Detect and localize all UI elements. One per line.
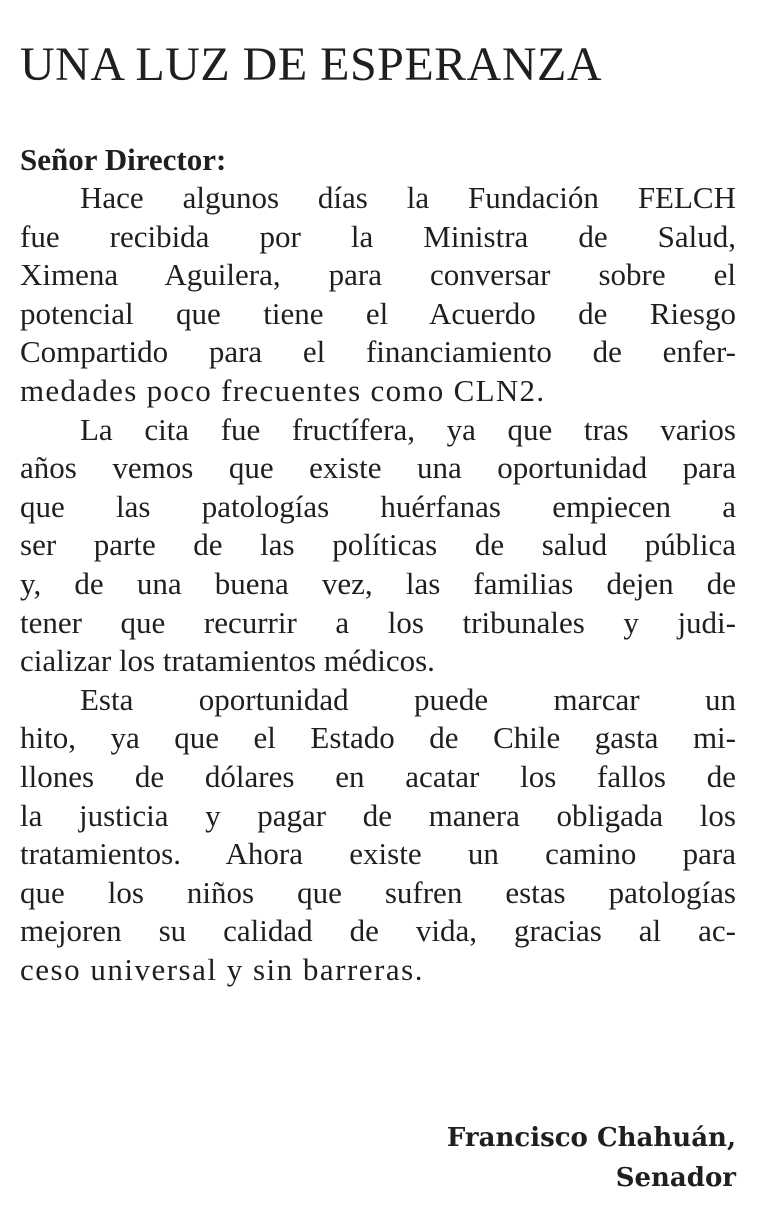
paragraph-3 bbox=[20, 681, 736, 990]
text-line: Compartido para el financiamiento de enfer- bbox=[20, 334, 736, 370]
text-line: medades poco frecuentes como CLN2. bbox=[20, 372, 546, 408]
text-line: que los niños que sufren estas patologías bbox=[20, 874, 736, 910]
salutation: Señor Director: bbox=[20, 142, 227, 177]
text-line: mejoren su calidad de vida, gracias al ac- bbox=[20, 913, 736, 949]
text-line: cializar los tratamientos médicos. bbox=[20, 643, 435, 679]
signature-name: Francisco Chahuán, bbox=[446, 1123, 736, 1153]
text-line: años vemos que existe una oportunidad para bbox=[20, 450, 736, 486]
text-line: la justicia y pagar de manera obligada los bbox=[20, 797, 736, 833]
text-line: fue recibida por la Ministra de Salud, bbox=[20, 218, 736, 254]
text-line: ser parte de las políticas de salud pública bbox=[20, 527, 736, 563]
paragraph-1 bbox=[20, 179, 736, 411]
signature-title: Senador bbox=[615, 1163, 736, 1193]
text-line: Esta oportunidad puede marcar un bbox=[80, 681, 736, 717]
text-line: Ximena Aguilera, para conversar sobre el bbox=[20, 257, 736, 293]
paragraph-2 bbox=[20, 411, 736, 681]
text-line: La cita fue fructífera, ya que tras varios bbox=[80, 411, 736, 447]
text-line: tener que recurrir a los tribunales y judi- bbox=[20, 604, 736, 640]
text-line: y, de una buena vez, las familias dejen de bbox=[20, 565, 736, 601]
text-line: potencial que tiene el Acuerdo de Riesgo bbox=[20, 295, 736, 331]
text-line: hito, ya que el Estado de Chile gasta mi- bbox=[20, 720, 736, 756]
text-line: Hace algunos días la Fundación FELCH bbox=[80, 180, 736, 215]
text-line: ceso universal y sin barreras. bbox=[20, 951, 424, 987]
headline: UNA LUZ DE ESPERANZA bbox=[20, 38, 602, 91]
text-line: llones de dólares en acatar los fallos de bbox=[20, 758, 736, 794]
text-line: que las patologías huérfanas empiecen a bbox=[20, 488, 736, 524]
text-line: tratamientos. Ahora existe un camino para bbox=[20, 836, 736, 872]
signature bbox=[447, 1118, 736, 1198]
letter-body bbox=[20, 179, 736, 989]
